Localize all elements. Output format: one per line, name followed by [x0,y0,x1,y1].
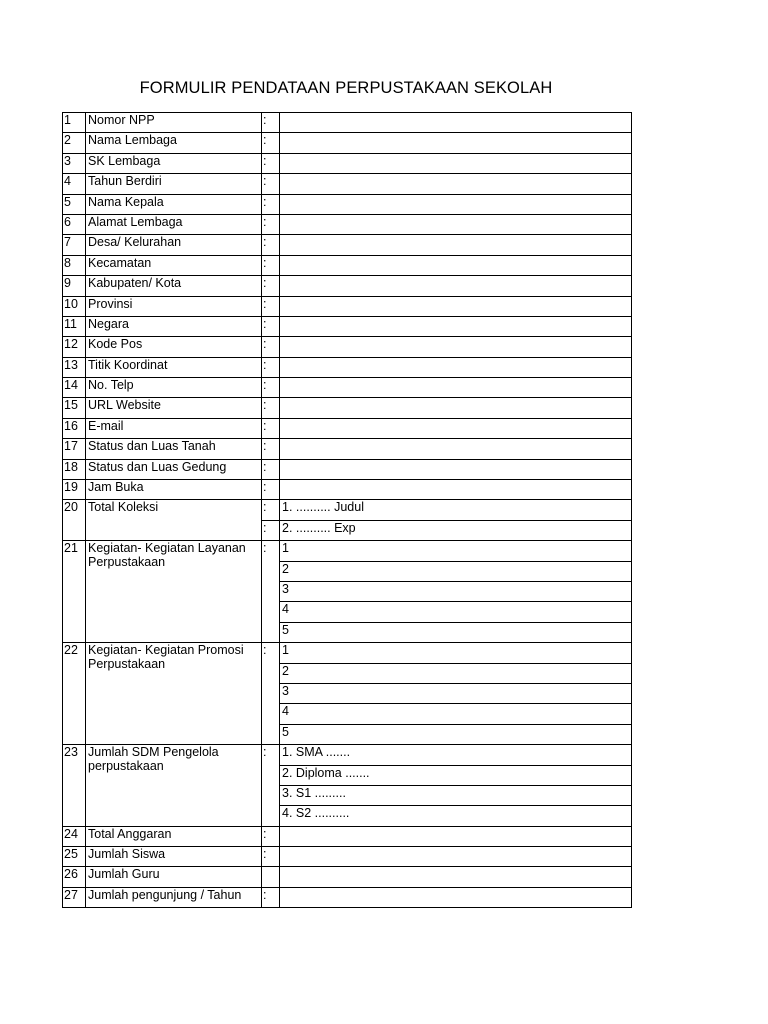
colon-separator: : [262,174,280,194]
row-number: 20 [63,500,86,541]
field-label: Negara [86,316,262,336]
field-value[interactable]: 2 [280,561,632,581]
form-row [63,357,632,377]
field-label: Nama Lembaga [86,133,262,153]
field-label: Jumlah pengunjung / Tahun [86,887,262,907]
field-label: Desa/ Kelurahan [86,235,262,255]
colon-separator: : [262,541,280,643]
field-value[interactable]: 3. S1 ......... [280,785,632,805]
form-row [63,500,632,520]
form-row [63,316,632,336]
field-label: Kabupaten/ Kota [86,276,262,296]
field-value[interactable] [280,316,632,336]
row-number: 17 [63,439,86,459]
field-label: Kecamatan [86,255,262,275]
row-number: 13 [63,357,86,377]
field-value[interactable] [280,867,632,887]
form-row [63,276,632,296]
field-label: Jam Buka [86,480,262,500]
form-row [63,153,632,173]
field-label: Jumlah Siswa [86,847,262,867]
row-number: 23 [63,745,86,827]
field-label: SK Lembaga [86,153,262,173]
colon-separator: : [262,520,280,540]
form-row [63,378,632,398]
row-number: 1 [63,113,86,133]
field-value[interactable]: 4 [280,704,632,724]
form-row [63,235,632,255]
colon-separator: : [262,194,280,214]
field-value[interactable] [280,194,632,214]
form-row [63,133,632,153]
field-label: E-mail [86,418,262,438]
row-number: 18 [63,459,86,479]
colon-separator: : [262,357,280,377]
field-label: Status dan Luas Gedung [86,459,262,479]
field-label: Jumlah SDM Pengelola perpustakaan [86,745,262,827]
field-label: Total Anggaran [86,826,262,846]
colon-separator: : [262,745,280,827]
colon-separator: : [262,459,280,479]
field-value[interactable]: 2. .......... Exp [280,520,632,540]
colon-separator: : [262,214,280,234]
field-label: Kegiatan- Kegiatan Promosi Perpustakaan [86,643,262,745]
field-value[interactable]: 1. .......... Judul [280,500,632,520]
field-value[interactable] [280,214,632,234]
field-label: Total Koleksi [86,500,262,541]
field-value[interactable] [280,337,632,357]
field-label: URL Website [86,398,262,418]
colon-separator: : [262,439,280,459]
form-row [63,847,632,867]
colon-separator: : [262,480,280,500]
colon-separator: : [262,847,280,867]
row-number: 4 [63,174,86,194]
field-value[interactable] [280,174,632,194]
field-label: Provinsi [86,296,262,316]
colon-separator: : [262,133,280,153]
field-label: Kegiatan- Kegiatan Layanan Perpustakaan [86,541,262,643]
field-value[interactable] [280,255,632,275]
form-row [63,887,632,907]
colon-separator: : [262,398,280,418]
field-value[interactable]: 5 [280,724,632,744]
row-number: 24 [63,826,86,846]
form-row [63,826,632,846]
field-value[interactable] [280,847,632,867]
colon-separator: : [262,418,280,438]
colon-separator: : [262,316,280,336]
field-value[interactable] [280,276,632,296]
row-number: 5 [63,194,86,214]
field-value[interactable] [280,459,632,479]
field-value[interactable] [280,235,632,255]
field-label: Kode Pos [86,337,262,357]
form-row [63,398,632,418]
form-row [63,643,632,663]
field-value[interactable]: 3 [280,581,632,601]
field-value[interactable] [280,296,632,316]
field-value[interactable]: 1 [280,643,632,663]
row-number: 15 [63,398,86,418]
field-value[interactable]: 2 [280,663,632,683]
row-number: 26 [63,867,86,887]
field-label: No. Telp [86,378,262,398]
colon-separator [262,867,280,887]
field-label: Nomor NPP [86,113,262,133]
field-label: Alamat Lembaga [86,214,262,234]
row-number: 2 [63,133,86,153]
field-label: Status dan Luas Tanah [86,439,262,459]
colon-separator: : [262,337,280,357]
field-value[interactable]: 1. SMA ....... [280,745,632,765]
form-row [63,480,632,500]
row-number: 10 [63,296,86,316]
row-number: 25 [63,847,86,867]
field-label: Nama Kepala [86,194,262,214]
form-row [63,541,632,561]
field-value[interactable] [280,378,632,398]
row-number: 14 [63,378,86,398]
colon-separator: : [262,500,280,520]
field-value[interactable] [280,357,632,377]
form-row [63,113,632,133]
row-number: 27 [63,887,86,907]
field-value[interactable]: 5 [280,622,632,642]
row-number: 21 [63,541,86,643]
row-number: 7 [63,235,86,255]
row-number: 8 [63,255,86,275]
colon-separator: : [262,153,280,173]
row-number: 22 [63,643,86,745]
field-value[interactable] [280,418,632,438]
colon-separator: : [262,113,280,133]
field-label: Titik Koordinat [86,357,262,377]
row-number: 3 [63,153,86,173]
field-value[interactable]: 1 [280,541,632,561]
field-value[interactable] [280,439,632,459]
form-row [63,418,632,438]
form-row [63,255,632,275]
colon-separator: : [262,276,280,296]
colon-separator: : [262,235,280,255]
form-row [63,214,632,234]
row-number: 12 [63,337,86,357]
form-row [63,439,632,459]
colon-separator: : [262,643,280,745]
row-number: 9 [63,276,86,296]
field-label: Jumlah Guru [86,867,262,887]
field-value[interactable] [280,480,632,500]
row-number: 19 [63,480,86,500]
field-value[interactable]: 4. S2 .......... [280,806,632,826]
field-value[interactable]: 3 [280,683,632,703]
colon-separator: : [262,296,280,316]
field-value[interactable] [280,826,632,846]
field-value[interactable] [280,113,632,133]
form-row [63,194,632,214]
colon-separator: : [262,378,280,398]
colon-separator: : [262,887,280,907]
form-row [63,296,632,316]
form-title: FORMULIR PENDATAAN PERPUSTAKAAN SEKOLAH [139,79,553,97]
colon-separator: : [262,826,280,846]
form-row [63,337,632,357]
form-row [63,459,632,479]
field-value[interactable]: 4 [280,602,632,622]
data-form-table [62,112,632,908]
row-number: 11 [63,316,86,336]
row-number: 16 [63,418,86,438]
colon-separator: : [262,255,280,275]
field-value[interactable] [280,398,632,418]
field-value[interactable] [280,887,632,907]
form-row [63,174,632,194]
row-number: 6 [63,214,86,234]
form-row [63,745,632,765]
form-row [63,867,632,887]
field-value[interactable] [280,133,632,153]
field-value[interactable] [280,153,632,173]
field-value[interactable]: 2. Diploma ....... [280,765,632,785]
field-label: Tahun Berdiri [86,174,262,194]
